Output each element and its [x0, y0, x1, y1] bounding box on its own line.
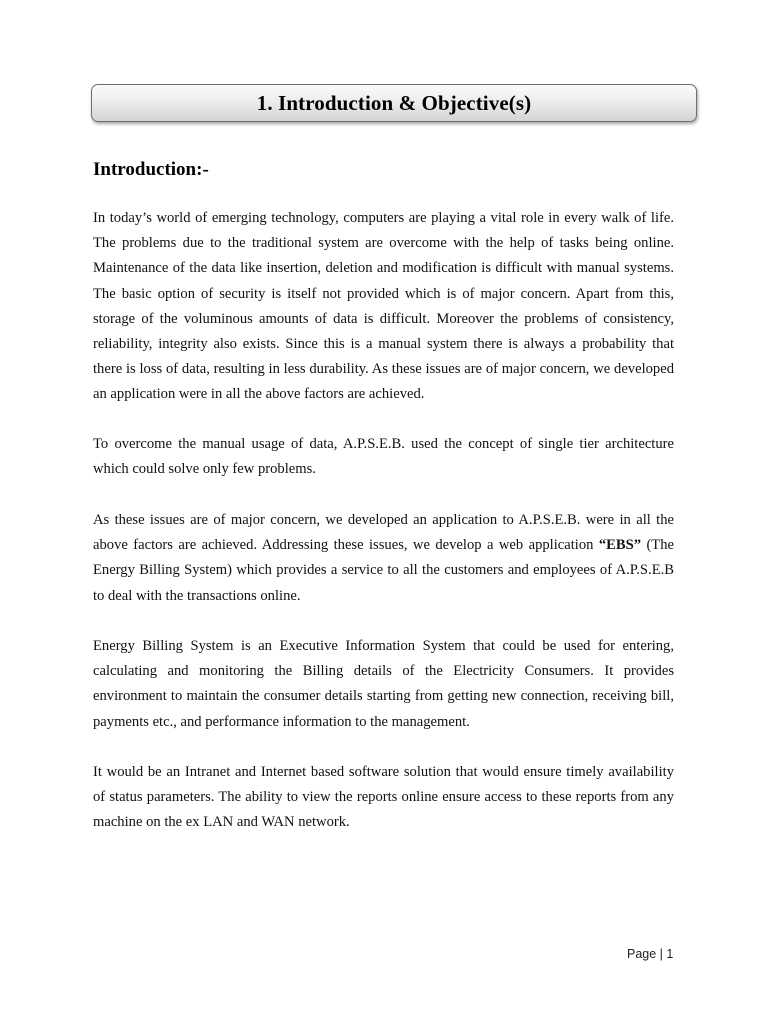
paragraph-3 — [93, 508, 674, 609]
chapter-title: 1. Introduction & Objective(s) — [256, 90, 532, 115]
chapter-title-box — [91, 84, 697, 122]
paragraph-5: It would be an Intranet and Internet based software solution that would ensure timely availability of status parameters. The ability to view the reports online ensure access to these reports from any machine on the ex LAN and WAN network. — [93, 764, 674, 831]
page-number-footer: Page | 1 — [627, 947, 674, 961]
paragraph-3-text-after: (The Energy Billing System) which provides a service to all the customers and employees of A.P.S.E.B to deal with the transactions online. — [93, 537, 674, 604]
paragraph-3-text-before: As these issues are of major concern, we developed an application to A.P.S.E.B. were in all the above factors are achieved. Addressing these issues, we develop a web application — [93, 512, 674, 554]
paragraph-1: In today’s world of emerging technology, computers are playing a vital role in every walk of life. The problems due to the traditional system are overcome with the help of tasks being online. Maintenance of the data like insertion, deletion and modification is difficult with manual systems. The basic option of security is itself not provided which is of major concern. Apart from this, storage of the voluminous amounts of data is difficult. Moreover the problems of consistency, reliability, integrity also exists. Since this is a manual system there is always a probability that there is loss of data, resulting in less durability. As these issues are of major concern, we developed an application were in all the above factors are achieved. — [93, 210, 674, 403]
paragraph-2: To overcome the manual usage of data, A.P.S.E.B. used the concept of single tier architecture which could solve only few problems. — [93, 436, 674, 478]
section-heading: Introduction:- — [93, 159, 209, 180]
paragraph-4: Energy Billing System is an Executive Information System that could be used for entering, calculating and monitoring the Billing details of the Electricity Consumers. It provides environment to maintain the consumer details starting from getting new connection, receiving bill, payments etc., and performance information to the management. — [93, 638, 674, 730]
ebs-acronym: “EBS” — [598, 537, 642, 554]
